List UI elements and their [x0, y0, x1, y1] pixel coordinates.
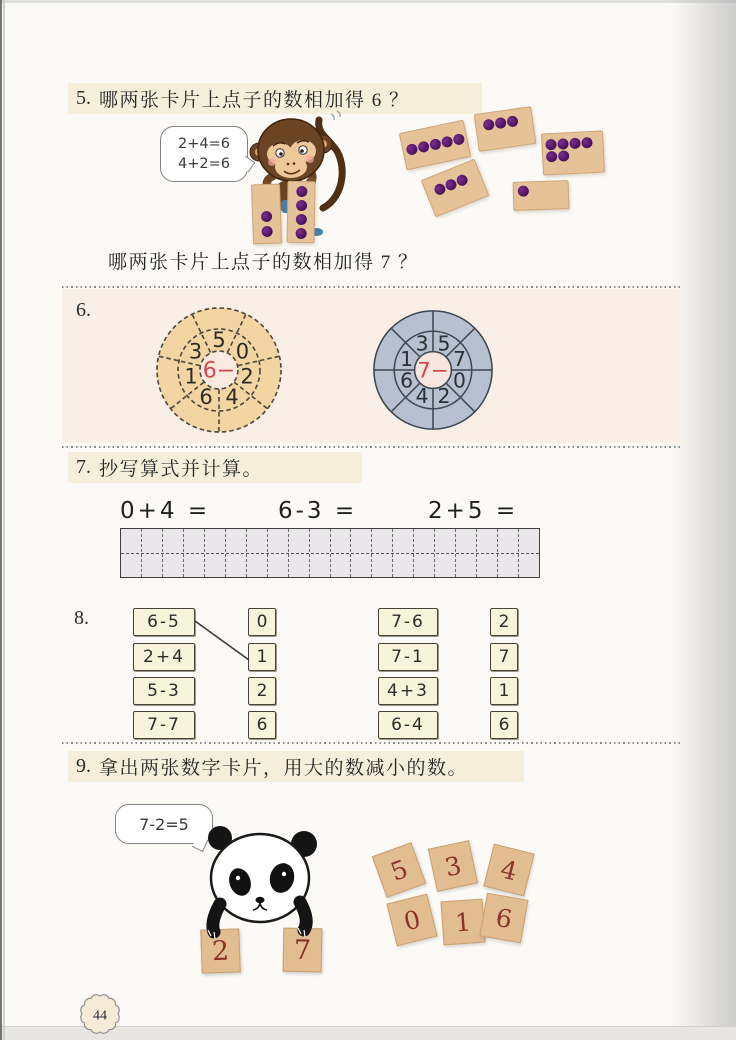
svg-text:3: 3 — [415, 331, 429, 356]
svg-text:6: 6 — [400, 368, 414, 393]
grid-cell — [331, 529, 352, 577]
page-edge-right — [670, 0, 736, 1040]
equation-2: 6-3 = — [278, 498, 358, 524]
grid-cell — [372, 529, 393, 577]
card-dot — [295, 213, 306, 224]
problem-8-number: 8. — [74, 607, 89, 629]
svg-text:5: 5 — [437, 331, 451, 356]
section-divider-2 — [62, 446, 680, 448]
equation-3: 2+5 = — [428, 498, 519, 524]
card-dot — [494, 117, 506, 129]
svg-text:1: 1 — [184, 364, 198, 389]
grid-cell — [268, 529, 289, 577]
grid-cell — [519, 529, 539, 577]
grid-cell — [310, 529, 331, 577]
expression-box: 4+3 — [378, 677, 438, 705]
card-dot — [545, 139, 557, 151]
svg-text:2: 2 — [437, 384, 451, 409]
wheel-center-operation: 7− — [417, 358, 449, 384]
expression-box: 6-4 — [378, 711, 438, 739]
svg-text:5: 5 — [212, 328, 226, 352]
card-dot — [417, 140, 430, 153]
dot-card-3b — [421, 159, 490, 218]
grid-cell — [414, 529, 435, 577]
grid-cell — [205, 529, 226, 577]
card-dot — [441, 135, 454, 148]
number-card-5: 5 — [372, 842, 427, 898]
problem-7-number: 7. — [76, 456, 91, 478]
equation-1: 0+4 = — [120, 498, 211, 524]
svg-text:4: 4 — [415, 384, 429, 409]
card-dot — [452, 133, 465, 146]
example-match-line — [190, 614, 254, 666]
bubble-equation: 7-2=5 — [139, 814, 189, 834]
grid-cell — [477, 529, 498, 577]
wheel-center-operation: 6− — [202, 358, 236, 384]
svg-text:7: 7 — [452, 346, 466, 371]
answer-box: 1 — [248, 643, 276, 671]
grid-cell — [163, 529, 184, 577]
dot-card-3a — [474, 106, 537, 152]
grid-cell — [142, 529, 163, 577]
page-edge-left-light — [3, 0, 5, 1040]
card-dot — [455, 173, 469, 187]
problem-5-question: 哪两张卡片上点子的数相加得 6 ？ — [99, 90, 410, 111]
answer-box: 6 — [248, 711, 276, 739]
page-edge-left — [0, 0, 2, 1040]
page-number-badge — [76, 990, 124, 1038]
answer-box: 2 — [248, 677, 276, 705]
expression-box: 7-6 — [378, 608, 438, 636]
panda-illustration — [188, 826, 333, 944]
card-dot — [506, 115, 518, 127]
dot-card-2 — [251, 184, 282, 245]
problem-7-title — [68, 452, 362, 483]
subtraction-wheel-7 — [371, 308, 495, 432]
answer-box: 0 — [248, 608, 276, 636]
dot-card-6 — [541, 130, 605, 175]
svg-text:0: 0 — [235, 339, 250, 364]
dot-card-1 — [513, 180, 570, 211]
card-dot — [558, 150, 570, 162]
grid-cell — [456, 529, 477, 577]
answer-box: 1 — [490, 677, 518, 705]
grid-cell — [498, 529, 519, 577]
number-card-4: 4 — [483, 844, 534, 897]
expression-box: 7-1 — [378, 643, 438, 671]
problem-9-title — [68, 751, 524, 782]
svg-text:6: 6 — [199, 385, 213, 409]
dot-card-5 — [399, 120, 471, 171]
grid-cell — [121, 529, 142, 577]
svg-text:3: 3 — [188, 339, 203, 364]
card-dot — [581, 137, 593, 149]
number-card-1: 1 — [441, 899, 486, 946]
grid-cell — [351, 529, 372, 577]
problem-6-number: 6. — [76, 299, 91, 321]
card-dot — [557, 138, 569, 150]
svg-text:1: 1 — [400, 346, 414, 371]
answer-box: 6 — [490, 711, 518, 739]
expression-box: 7-7 — [133, 711, 195, 739]
dot-card-4 — [286, 181, 315, 243]
number-card-6: 6 — [479, 893, 528, 944]
bubble-equation-1: 2+4=6 — [178, 135, 230, 152]
card-dot — [405, 143, 418, 156]
held-number-card-2: 2 — [200, 928, 241, 973]
card-dot — [546, 151, 558, 163]
expression-box: 6-5 — [133, 608, 195, 636]
problem-9-instruction: 拿出两张数字卡片，用大的数减小的数。 — [99, 758, 469, 779]
grid-cell — [247, 529, 268, 577]
svg-text:2: 2 — [240, 364, 254, 389]
number-card-0: 0 — [386, 894, 437, 947]
card-dot — [569, 138, 581, 150]
writing-grid — [120, 528, 540, 578]
grid-cell — [435, 529, 456, 577]
grid-cell — [184, 529, 205, 577]
grid-cell — [393, 529, 414, 577]
answer-box: 7 — [490, 643, 518, 671]
card-dot — [296, 199, 307, 210]
card-dot — [261, 211, 272, 222]
problem-9-number: 9. — [76, 755, 91, 777]
grid-cell — [289, 529, 310, 577]
problem-7-instruction: 抄写算式并计算。 — [99, 459, 264, 480]
problem-5-question-7: 哪两张卡片上点子的数相加得 7 ？ — [108, 252, 419, 273]
expression-box: 5-3 — [133, 677, 195, 705]
held-number-card-7: 7 — [283, 928, 323, 973]
monkey-speech-bubble — [160, 126, 248, 182]
answer-box: 2 — [490, 608, 518, 636]
svg-text:0: 0 — [452, 368, 466, 393]
section-divider-3 — [62, 742, 680, 744]
bubble-equation-2: 4+2=6 — [178, 156, 230, 172]
card-dot — [295, 227, 306, 238]
card-dot — [518, 185, 529, 196]
problem-5-number: 5. — [76, 87, 91, 109]
page-edge-top — [0, 0, 736, 3]
subtraction-wheel-6 — [154, 305, 284, 435]
expression-box: 2+4 — [133, 643, 195, 671]
grid-cell — [226, 529, 247, 577]
card-dot — [429, 138, 442, 151]
page-number: 44 — [93, 1008, 107, 1024]
section-divider-1 — [62, 286, 680, 288]
panda-head — [211, 834, 309, 922]
card-dot — [261, 226, 272, 237]
number-card-3: 3 — [428, 840, 478, 892]
card-dot — [296, 185, 307, 196]
card-dot — [483, 119, 495, 131]
svg-text:4: 4 — [225, 385, 239, 409]
